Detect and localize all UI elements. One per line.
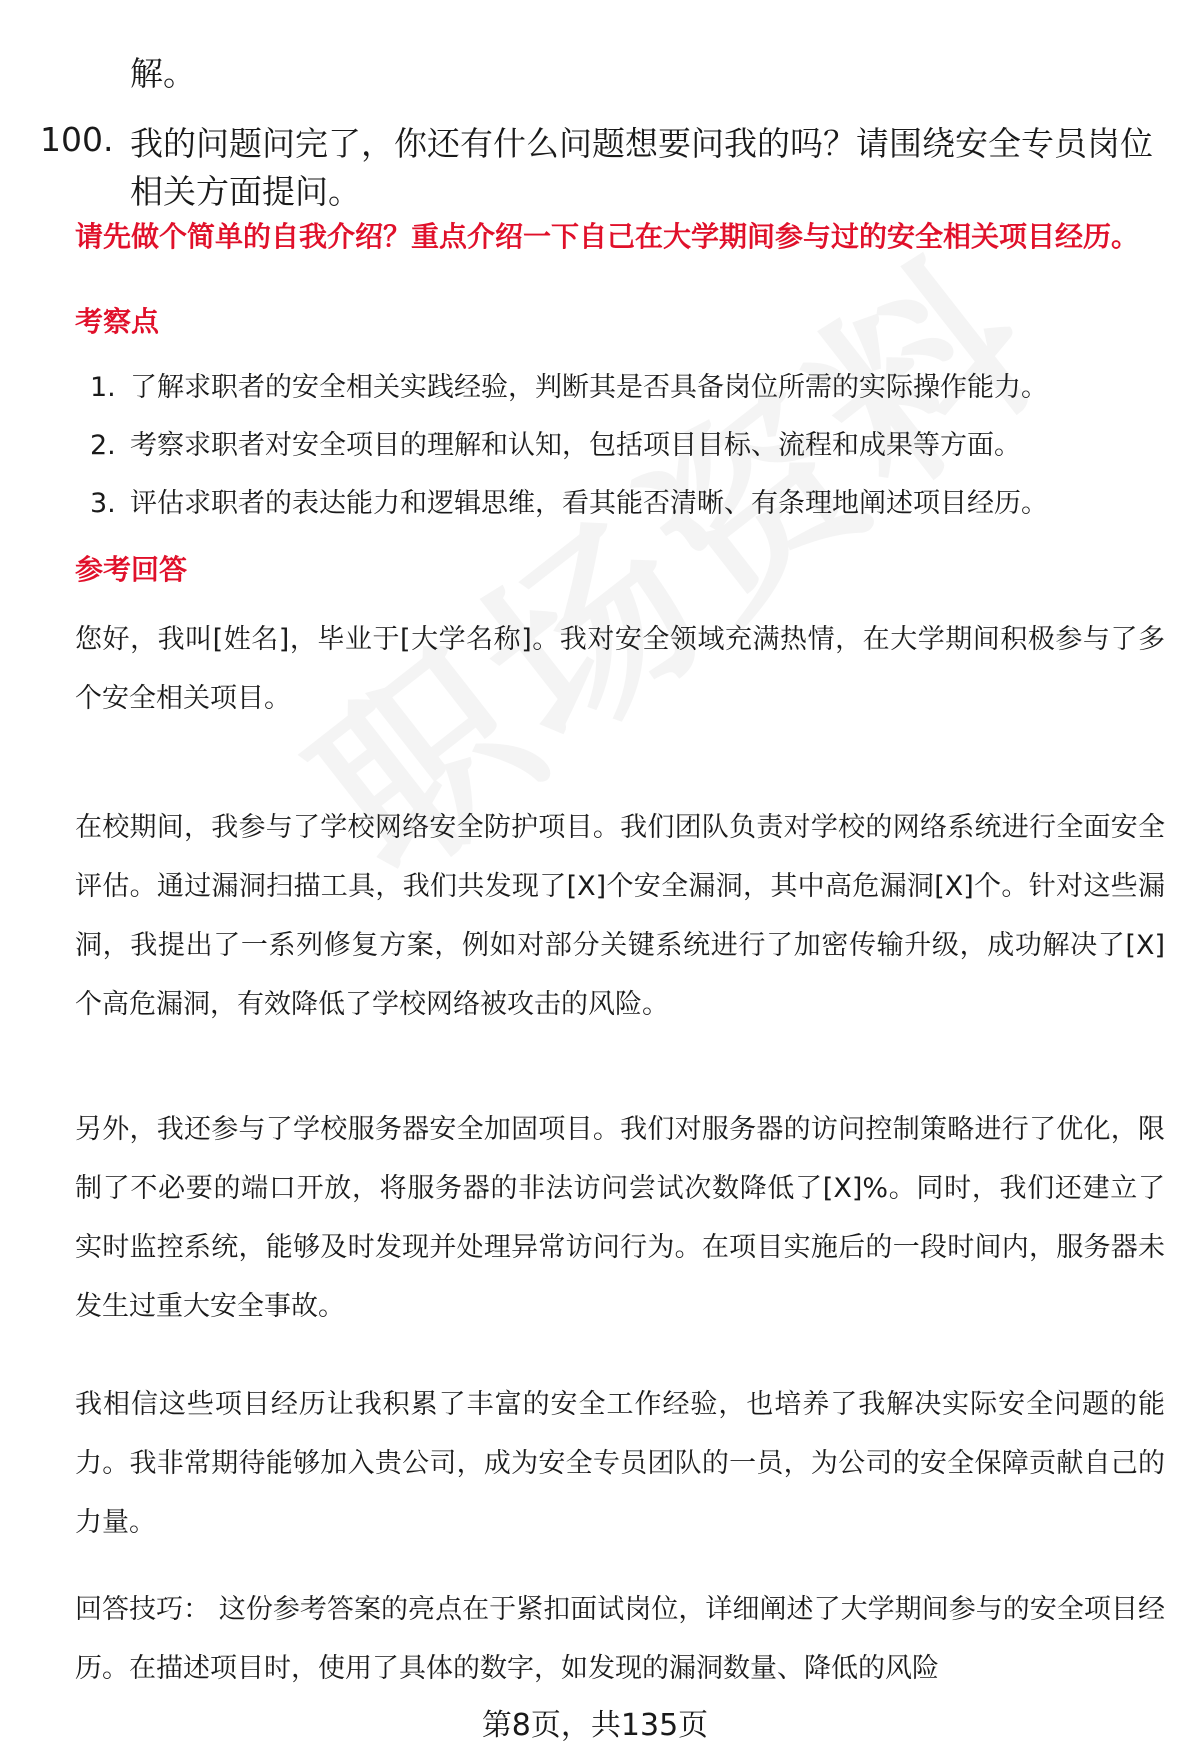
interview-question: 请先做个简单的自我介绍？重点介绍一下自己在大学期间参与过的安全相关项目经历。 [75,220,1140,253]
list-item [0,368,1160,426]
list-item-text: 了解求职者的安全相关实践经验，判断其是否具备岗位所需的实际操作能力。 [130,372,1048,403]
answer-paragraph: 您好，我叫[姓名]，毕业于[大学名称]。我对安全领域充满热情，在大学期间积极参与了多个安全相关项目。 [75,624,1165,714]
answer-tips: 回答技巧： 这份参考答案的亮点在于紧扣面试岗位，详细阐述了大学期间参与的安全项目经历。在描述项目时，使用了具体的数字，如发现的漏洞数量、降低的风险 [75,1594,1165,1684]
question-number: 100. [40,120,114,159]
answer-paragraph: 另外，我还参与了学校服务器安全加固项目。我们对服务器的访问控制策略进行了优化，限制了不必要的端口开放，将服务器的非法访问尝试次数降低了[X]%。同时，我们还建立了实时监控系统，能够及时发现并处理异常访问行为。在项目实施后的一段时间内，服务器未发生过重大安全事故。 [75,1114,1165,1322]
answer-paragraph: 我相信这些项目经历让我积累了丰富的安全工作经验，也培养了我解决实际安全问题的能力。我非常期待能够加入贵公司，成为安全专员团队的一员，为公司的安全保障贡献自己的力量。 [75,1389,1165,1538]
answer-paragraph: 在校期间，我参与了学校网络安全防护项目。我们团队负责对学校的网络系统进行全面安全评估。通过漏洞扫描工具，我们共发现了[X]个安全漏洞，其中高危漏洞[X]个。针对这些漏洞，我提出了一系列修复方案，例如对部分关键系统进行了加密传输升级，成功解决了[X]个高危漏洞，有效降低了学校网络被攻击的风险。 [75,812,1165,1020]
list-item-text: 评估求职者的表达能力和逻辑思维，看其能否清晰、有条理地阐述项目经历。 [130,488,1048,519]
question-text: 我的问题问完了，你还有什么问题想要问我的吗？请围绕安全专员岗位相关方面提问。 [130,124,1153,211]
section-title-points: 考察点 [75,305,160,338]
list-item [0,484,1160,542]
list-item [0,426,1160,484]
continuation-text: 解。 [130,54,196,93]
section-title-answer: 参考回答 [75,553,188,586]
list-item-text: 考察求职者对安全项目的理解和认知，包括项目目标、流程和成果等方面。 [130,430,1021,461]
list-item-number: 1. [90,372,116,403]
page-number: 第8页，共135页 [481,1708,709,1743]
points-list [0,368,1160,542]
list-item-number: 3. [90,488,116,519]
list-item-number: 2. [90,430,116,461]
